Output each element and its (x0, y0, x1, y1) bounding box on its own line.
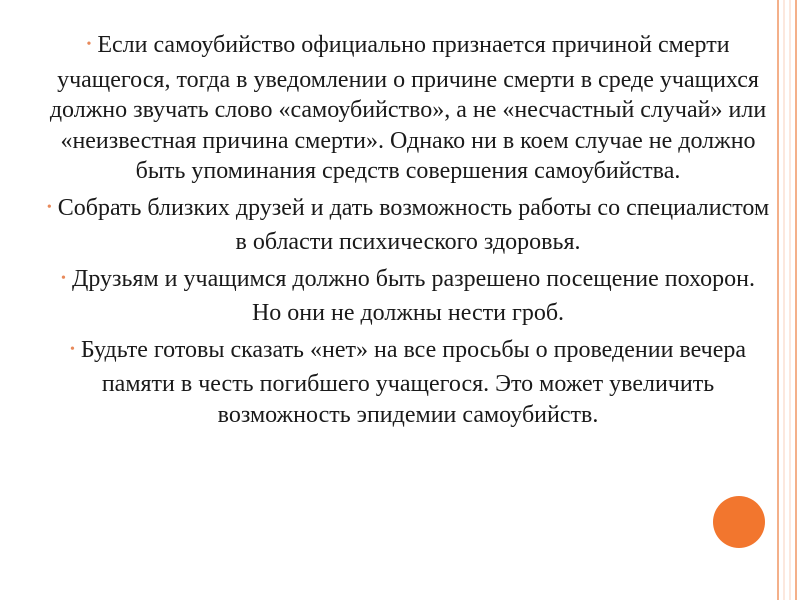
list-item-text: Если самоубийство официально признается причиной смерти учащегося, тогда в уведомлении о причине смерти в среде учащихся должно звучать слово «самоубийство», а не «несчастный случай» или «неизвестная причина смерти». Однако ни в коем случае не должно быть упоминания средств совершения самоубийства. (49, 32, 767, 184)
list-item (44, 30, 772, 187)
list-item-text: Будьте готовы сказать «нет» на все просьбы о проведении вечера памяти в честь погибшего учащегося. Это может увеличить возможность эпидемии самоубийств. (80, 336, 747, 428)
bullet-list (44, 30, 772, 436)
bullet-icon: • (61, 270, 66, 286)
list-item (44, 335, 772, 431)
list-item-text: Собрать близких друзей и дать возможность работы со специалистом в области психического здоровья. (57, 194, 770, 255)
list-item (44, 193, 772, 258)
list-item-text: Друзьям и учащимся должно быть разрешено посещение похорон. Но они не должны нести гроб. (71, 265, 755, 326)
bullet-icon: • (86, 37, 92, 52)
bullet-icon: • (69, 341, 75, 357)
bullet-icon: • (46, 199, 52, 215)
list-item (44, 264, 772, 329)
orange-circle-decoration (713, 496, 765, 548)
